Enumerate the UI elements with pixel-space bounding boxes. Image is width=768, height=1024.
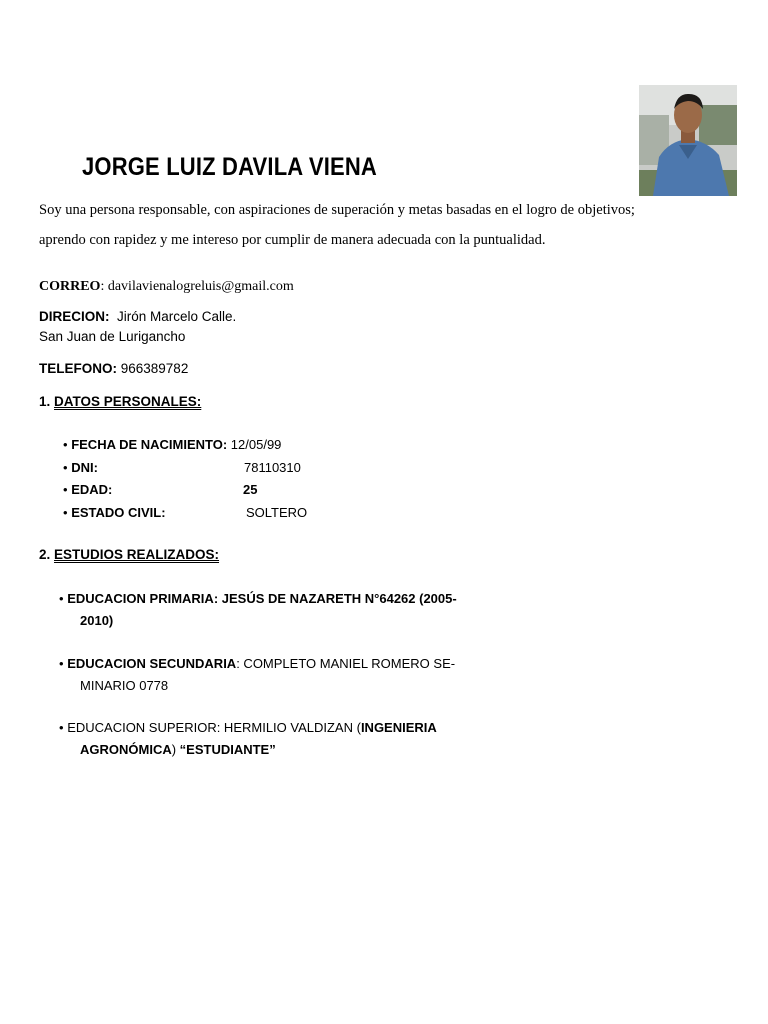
section-title: DATOS PERSONALES: [54, 394, 202, 409]
item-value: SOLTERO [246, 505, 308, 520]
education-value-continued [59, 739, 479, 761]
education-career-line2: AGRONÓMICA [80, 742, 172, 757]
bullet: • [59, 656, 64, 671]
education-secondary [59, 653, 479, 697]
education-value: : COMPLETO MANIEL ROMERO SE- [236, 656, 456, 671]
item-label: DNI: [71, 460, 98, 475]
education-label: EDUCACION SECUNDARIA [67, 656, 237, 671]
education-value: : JESÚS DE NAZARETH N°64262 (2005- [213, 591, 457, 606]
bullet: • [59, 591, 64, 606]
education-higher [59, 717, 479, 761]
item-value: 78110310 [244, 460, 301, 475]
education-primary [59, 588, 479, 632]
item-label: EDAD: [71, 482, 113, 497]
phone-row [39, 361, 188, 376]
education-label: EDUCACION SUPERIOR: HERMILIO VALDIZAN ( [67, 720, 361, 735]
education-career: INGENIERIA [360, 720, 437, 735]
summary-line-2: aprendo con rapidez y me intereso por cumplir de manera adecuada con la puntualidad. [39, 232, 546, 248]
address-row [39, 309, 236, 324]
item-label: ESTADO CIVIL: [71, 505, 166, 520]
phone-value: 966389782 [117, 361, 189, 376]
education-value-line2: MINARIO 0778 [80, 678, 169, 693]
personal-item-birthdate [63, 437, 281, 452]
profile-photo [639, 85, 737, 196]
email-row [39, 279, 294, 295]
item-value: 12/05/99 [227, 437, 282, 452]
personal-item-dni [63, 460, 301, 475]
email-label: CORREO [39, 279, 101, 294]
bullet: • [63, 505, 68, 520]
personal-item-age [63, 482, 258, 497]
address-line-2: San Juan de Lurigancho [39, 329, 186, 344]
address-line-1: Jirón Marcelo Calle. [109, 309, 237, 324]
address-label: DIRECION: [39, 309, 110, 324]
education-value-continued [59, 675, 479, 697]
education-status: “ESTUDIANTE” [179, 742, 276, 757]
item-value: 25 [243, 482, 258, 497]
section-personal-data [39, 394, 201, 409]
summary-line-1: Soy una persona responsable, con aspiraciones de superación y metas basadas en el logro de objetivos; [39, 202, 635, 218]
bullet: • [63, 482, 68, 497]
item-label: FECHA DE NACIMIENTO: [71, 437, 228, 452]
phone-label: TELEFONO: [39, 361, 117, 376]
bullet: • [59, 720, 64, 735]
education-value-continued [59, 610, 479, 632]
email-value: : davilavienalogreluis@gmail.com [100, 279, 294, 294]
section-title: ESTUDIOS REALIZADOS: [54, 547, 220, 562]
section-number: 1. [39, 394, 55, 409]
bullet: • [63, 437, 68, 452]
bullet: • [63, 460, 68, 475]
personal-item-civil-status [63, 505, 308, 520]
section-number: 2. [39, 547, 55, 562]
education-label: EDUCACION PRIMARIA [67, 591, 214, 606]
education-separator: ) [171, 742, 180, 757]
education-value-line2: 2010) [80, 613, 114, 628]
section-studies [39, 547, 219, 562]
candidate-name: JORGE LUIZ DAVILA VIENA [82, 153, 377, 181]
